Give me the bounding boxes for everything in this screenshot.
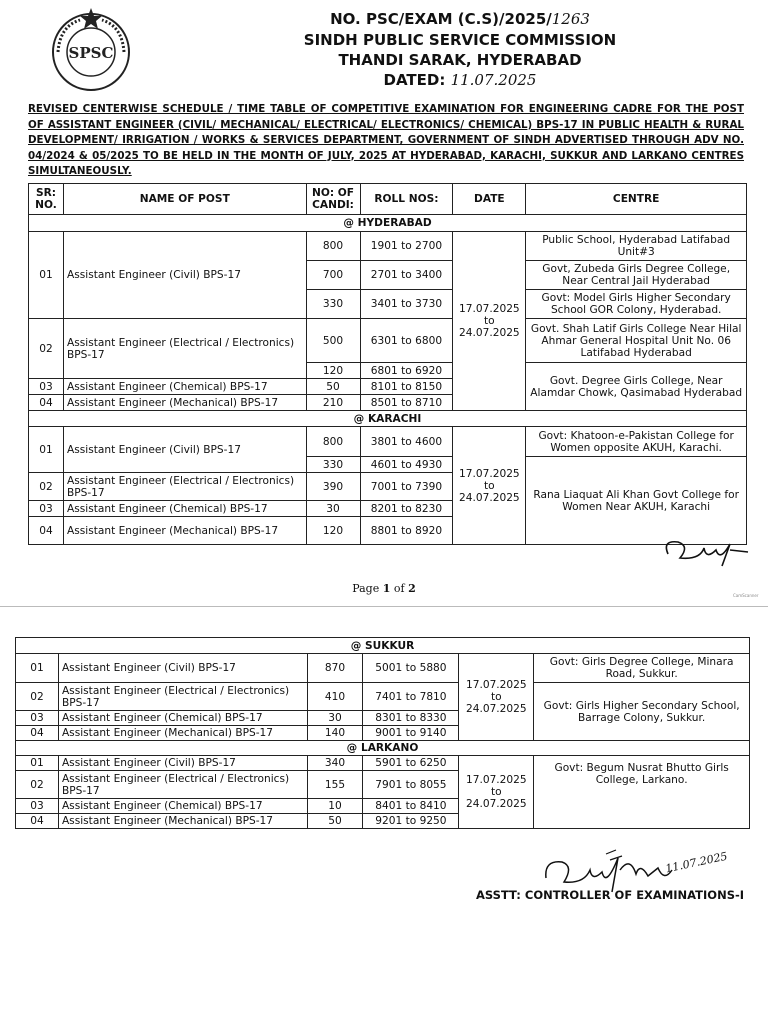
schedule-table-page-2 bbox=[15, 637, 750, 829]
text-fragment: 17.07.2025 bbox=[465, 774, 527, 786]
table-cell: 700 bbox=[306, 261, 360, 290]
col-date: DATE bbox=[453, 184, 526, 215]
table-cell: 3401 to 3730 bbox=[360, 290, 453, 319]
table-cell: 155 bbox=[307, 771, 363, 799]
table-cell: 04 bbox=[16, 814, 59, 829]
table-cell: 330 bbox=[306, 290, 360, 319]
table-cell: Govt: Girls Degree College, Minara Road, Sukkur. bbox=[534, 654, 750, 683]
table-cell: 6301 to 6800 bbox=[360, 319, 453, 363]
table-cell: 02 bbox=[29, 319, 64, 379]
table-cell: 7401 to 7810 bbox=[363, 683, 459, 711]
table-cell: Govt. Degree Girls College, Near Alamdar Chowk, Qasimabad Hyderabad bbox=[526, 363, 747, 411]
table-cell: Assistant Engineer (Chemical) BPS-17 bbox=[58, 799, 307, 814]
table-cell: Assistant Engineer (Electrical / Electronics) BPS-17 bbox=[63, 319, 306, 379]
table-cell: 03 bbox=[16, 711, 59, 726]
table-cell: 30 bbox=[307, 711, 363, 726]
section-hyderabad: @ HYDERABAD bbox=[29, 215, 747, 232]
table-row bbox=[29, 232, 747, 261]
table-cell: 01 bbox=[16, 654, 59, 683]
text-fragment: of bbox=[393, 582, 405, 595]
text-fragment: to bbox=[484, 315, 495, 327]
table-cell: 330 bbox=[306, 457, 360, 473]
date-range-hyderabad bbox=[453, 232, 526, 411]
text-fragment: 24.07.2025 bbox=[459, 327, 520, 339]
table-cell: 6801 to 6920 bbox=[360, 363, 453, 379]
table-cell: 870 bbox=[307, 654, 363, 683]
date-range-karachi bbox=[453, 427, 526, 545]
table-cell: Govt. Shah Latif Girls College Near Hilal Ahmar General Hospital Unit No. 06 Latifabad Hyderabad bbox=[526, 319, 747, 363]
table-cell: 02 bbox=[16, 771, 59, 799]
table-cell: 8201 to 8230 bbox=[360, 501, 453, 517]
table-cell: 7001 to 7390 bbox=[360, 473, 453, 501]
table-row bbox=[29, 411, 747, 427]
col-sr: SR: NO. bbox=[29, 184, 64, 215]
table-cell: Assistant Engineer (Civil) BPS-17 bbox=[58, 654, 307, 683]
table-row bbox=[16, 741, 750, 756]
table-cell: Govt: Model Girls Higher Secondary School GOR Colony, Hyderabad. bbox=[526, 290, 747, 319]
table-cell: 120 bbox=[306, 363, 360, 379]
table-cell: 390 bbox=[306, 473, 360, 501]
table-cell: Govt: Khatoon-e-Pakistan College for Women opposite AKUH, Karachi. bbox=[526, 427, 747, 457]
table-cell: 800 bbox=[306, 232, 360, 261]
table-cell: Assistant Engineer (Civil) BPS-17 bbox=[58, 756, 307, 771]
table-cell: 3801 to 4600 bbox=[360, 427, 453, 457]
table-cell: Assistant Engineer (Mechanical) BPS-17 bbox=[63, 517, 306, 545]
text-fragment: NO. PSC/EXAM (C.S)/2025/ bbox=[330, 10, 552, 28]
date-range-sukkur bbox=[459, 654, 534, 741]
table-cell: 04 bbox=[29, 395, 64, 411]
scanner-stamp: CamScanner bbox=[733, 593, 759, 598]
table-cell: 50 bbox=[307, 814, 363, 829]
text-fragment: to bbox=[484, 479, 495, 492]
table-cell: 4601 to 4930 bbox=[360, 457, 453, 473]
table-cell: Assistant Engineer (Civil) BPS-17 bbox=[63, 427, 306, 473]
table-cell: 8801 to 8920 bbox=[360, 517, 453, 545]
table-row bbox=[29, 427, 747, 457]
logo-text: SPSC bbox=[68, 44, 114, 62]
table-cell: 8501 to 8710 bbox=[360, 395, 453, 411]
table-cell: 03 bbox=[29, 379, 64, 395]
signatory-designation: ASSTT: CONTROLLER OF EXAMINATIONS-I bbox=[476, 888, 745, 902]
text-fragment: 24.07.2025 bbox=[465, 798, 527, 810]
page-number bbox=[0, 582, 768, 595]
table-cell: Assistant Engineer (Chemical) BPS-17 bbox=[63, 501, 306, 517]
col-candi: NO: OF CANDI: bbox=[306, 184, 360, 215]
text-fragment: to bbox=[490, 786, 502, 798]
text-fragment: 24.07.2025 bbox=[465, 703, 527, 715]
table-cell: Assistant Engineer (Civil) BPS-17 bbox=[63, 232, 306, 319]
page-divider bbox=[0, 606, 768, 607]
signature-date: 11.07.2025 bbox=[664, 849, 729, 876]
signature-initials-page-1 bbox=[660, 530, 750, 570]
table-cell: 02 bbox=[16, 683, 59, 711]
table-row bbox=[29, 319, 747, 363]
table-cell: Assistant Engineer (Mechanical) BPS-17 bbox=[58, 726, 307, 741]
table-cell: 01 bbox=[29, 427, 64, 473]
table-cell: 2701 to 3400 bbox=[360, 261, 453, 290]
text-fragment: 2 bbox=[408, 582, 416, 595]
handwritten-date: 11.07.2025 bbox=[450, 71, 537, 89]
handwritten-ref-number: 1263 bbox=[551, 10, 590, 28]
table-cell: Public School, Hyderabad Latifabad Unit#3 bbox=[526, 232, 747, 261]
table-cell: 10 bbox=[307, 799, 363, 814]
schedule-table-page-1 bbox=[28, 183, 747, 545]
text-fragment: to bbox=[490, 691, 502, 703]
table-cell: Rana Liaquat Ali Khan Govt College for Women Near AKUH, Karachi bbox=[526, 457, 747, 545]
section-larkano: @ LARKANO bbox=[16, 741, 750, 756]
table-row bbox=[16, 654, 750, 683]
table-cell: Assistant Engineer (Electrical / Electronics) BPS-17 bbox=[58, 771, 307, 799]
table-cell: 50 bbox=[306, 379, 360, 395]
text-fragment: 1 bbox=[382, 582, 391, 595]
table-cell: 8101 to 8150 bbox=[360, 379, 453, 395]
text-fragment: 17.07.2025 bbox=[459, 303, 520, 315]
dated-line bbox=[170, 71, 750, 90]
table-cell: 120 bbox=[306, 517, 360, 545]
table-cell: 800 bbox=[306, 427, 360, 457]
table-cell: 03 bbox=[16, 799, 59, 814]
table-cell: 03 bbox=[29, 501, 64, 517]
table-cell: Assistant Engineer (Mechanical) BPS-17 bbox=[58, 814, 307, 829]
table-cell: Assistant Engineer (Chemical) BPS-17 bbox=[63, 379, 306, 395]
section-karachi: @ KARACHI bbox=[29, 411, 747, 427]
table-header-row bbox=[29, 184, 747, 215]
table-row bbox=[16, 683, 750, 711]
table-cell: 04 bbox=[29, 517, 64, 545]
table-cell: 410 bbox=[307, 683, 363, 711]
col-post: NAME OF POST bbox=[63, 184, 306, 215]
text-fragment: 17.07.2025 bbox=[465, 679, 527, 691]
table-cell: 210 bbox=[306, 395, 360, 411]
table-cell: Assistant Engineer (Electrical / Electronics) BPS-17 bbox=[58, 683, 307, 711]
organization-address: THANDI SARAK, HYDERABAD bbox=[338, 51, 582, 69]
table-cell: Govt: Girls Higher Secondary School, Barrage Colony, Sukkur. bbox=[534, 683, 750, 741]
spsc-logo bbox=[48, 6, 134, 92]
date-range-larkano bbox=[459, 756, 534, 829]
table-cell: Govt: Begum Nusrat Bhutto Girls College, Larkano. bbox=[534, 756, 750, 829]
table-cell: 04 bbox=[16, 726, 59, 741]
table-cell: 02 bbox=[29, 473, 64, 501]
table-cell: 500 bbox=[306, 319, 360, 363]
text-fragment: 17.07.2025 bbox=[459, 467, 520, 480]
table-cell: 01 bbox=[16, 756, 59, 771]
col-centre: CENTRE bbox=[526, 184, 747, 215]
table-cell: 140 bbox=[307, 726, 363, 741]
document-subject: REVISED CENTERWISE SCHEDULE / TIME TABLE OF COMPETITIVE EXAMINATION FOR ENGINEERING CADRE FOR THE POST OF ASSISTANT ENGINEER (CIVIL/ MECHANICAL/ ELECTRICAL/ ELECTRONICS/ CHEMICAL) BPS-17 IN PUBLIC HEALTH & RURAL DEVELOPMENT/ IRRIGATION / WORKS & SERVICES DEPARTMENT, GOVERNMENT OF SINDH ADVERTISED THROUGH ADV NO. 04/2024 & 05/2025 TO BE HELD IN THE MONTH OF JULY, 2025 AT HYDERABAD, KARACHI, SUKKUR AND LARKANO CENTRES SIMULTANEOUSLY. bbox=[28, 103, 744, 177]
table-row bbox=[16, 756, 750, 771]
table-cell: 5901 to 6250 bbox=[363, 756, 459, 771]
table-cell: 340 bbox=[307, 756, 363, 771]
table-cell: 5001 to 5880 bbox=[363, 654, 459, 683]
table-row bbox=[16, 638, 750, 654]
table-cell: 30 bbox=[306, 501, 360, 517]
text-fragment: DATED: bbox=[383, 71, 446, 89]
table-cell: 9201 to 9250 bbox=[363, 814, 459, 829]
text-fragment: Page bbox=[352, 582, 380, 595]
table-cell: Assistant Engineer (Electrical / Electronics) BPS-17 bbox=[63, 473, 306, 501]
reference-number bbox=[170, 10, 750, 29]
table-cell: 01 bbox=[29, 232, 64, 319]
text-fragment: 24.07.2025 bbox=[459, 491, 520, 504]
table-cell: 9001 to 9140 bbox=[363, 726, 459, 741]
col-roll: ROLL NOS: bbox=[360, 184, 453, 215]
table-cell: Assistant Engineer (Chemical) BPS-17 bbox=[58, 711, 307, 726]
table-row bbox=[29, 215, 747, 232]
table-cell: 1901 to 2700 bbox=[360, 232, 453, 261]
table-cell: Assistant Engineer (Mechanical) BPS-17 bbox=[63, 395, 306, 411]
table-cell: 7901 to 8055 bbox=[363, 771, 459, 799]
table-cell: 8301 to 8330 bbox=[363, 711, 459, 726]
section-sukkur: @ SUKKUR bbox=[16, 638, 750, 654]
table-cell: 8401 to 8410 bbox=[363, 799, 459, 814]
organization-name: SINDH PUBLIC SERVICE COMMISSION bbox=[303, 31, 617, 49]
table-cell: Govt, Zubeda Girls Degree College, Near Central Jail Hyderabad bbox=[526, 261, 747, 290]
